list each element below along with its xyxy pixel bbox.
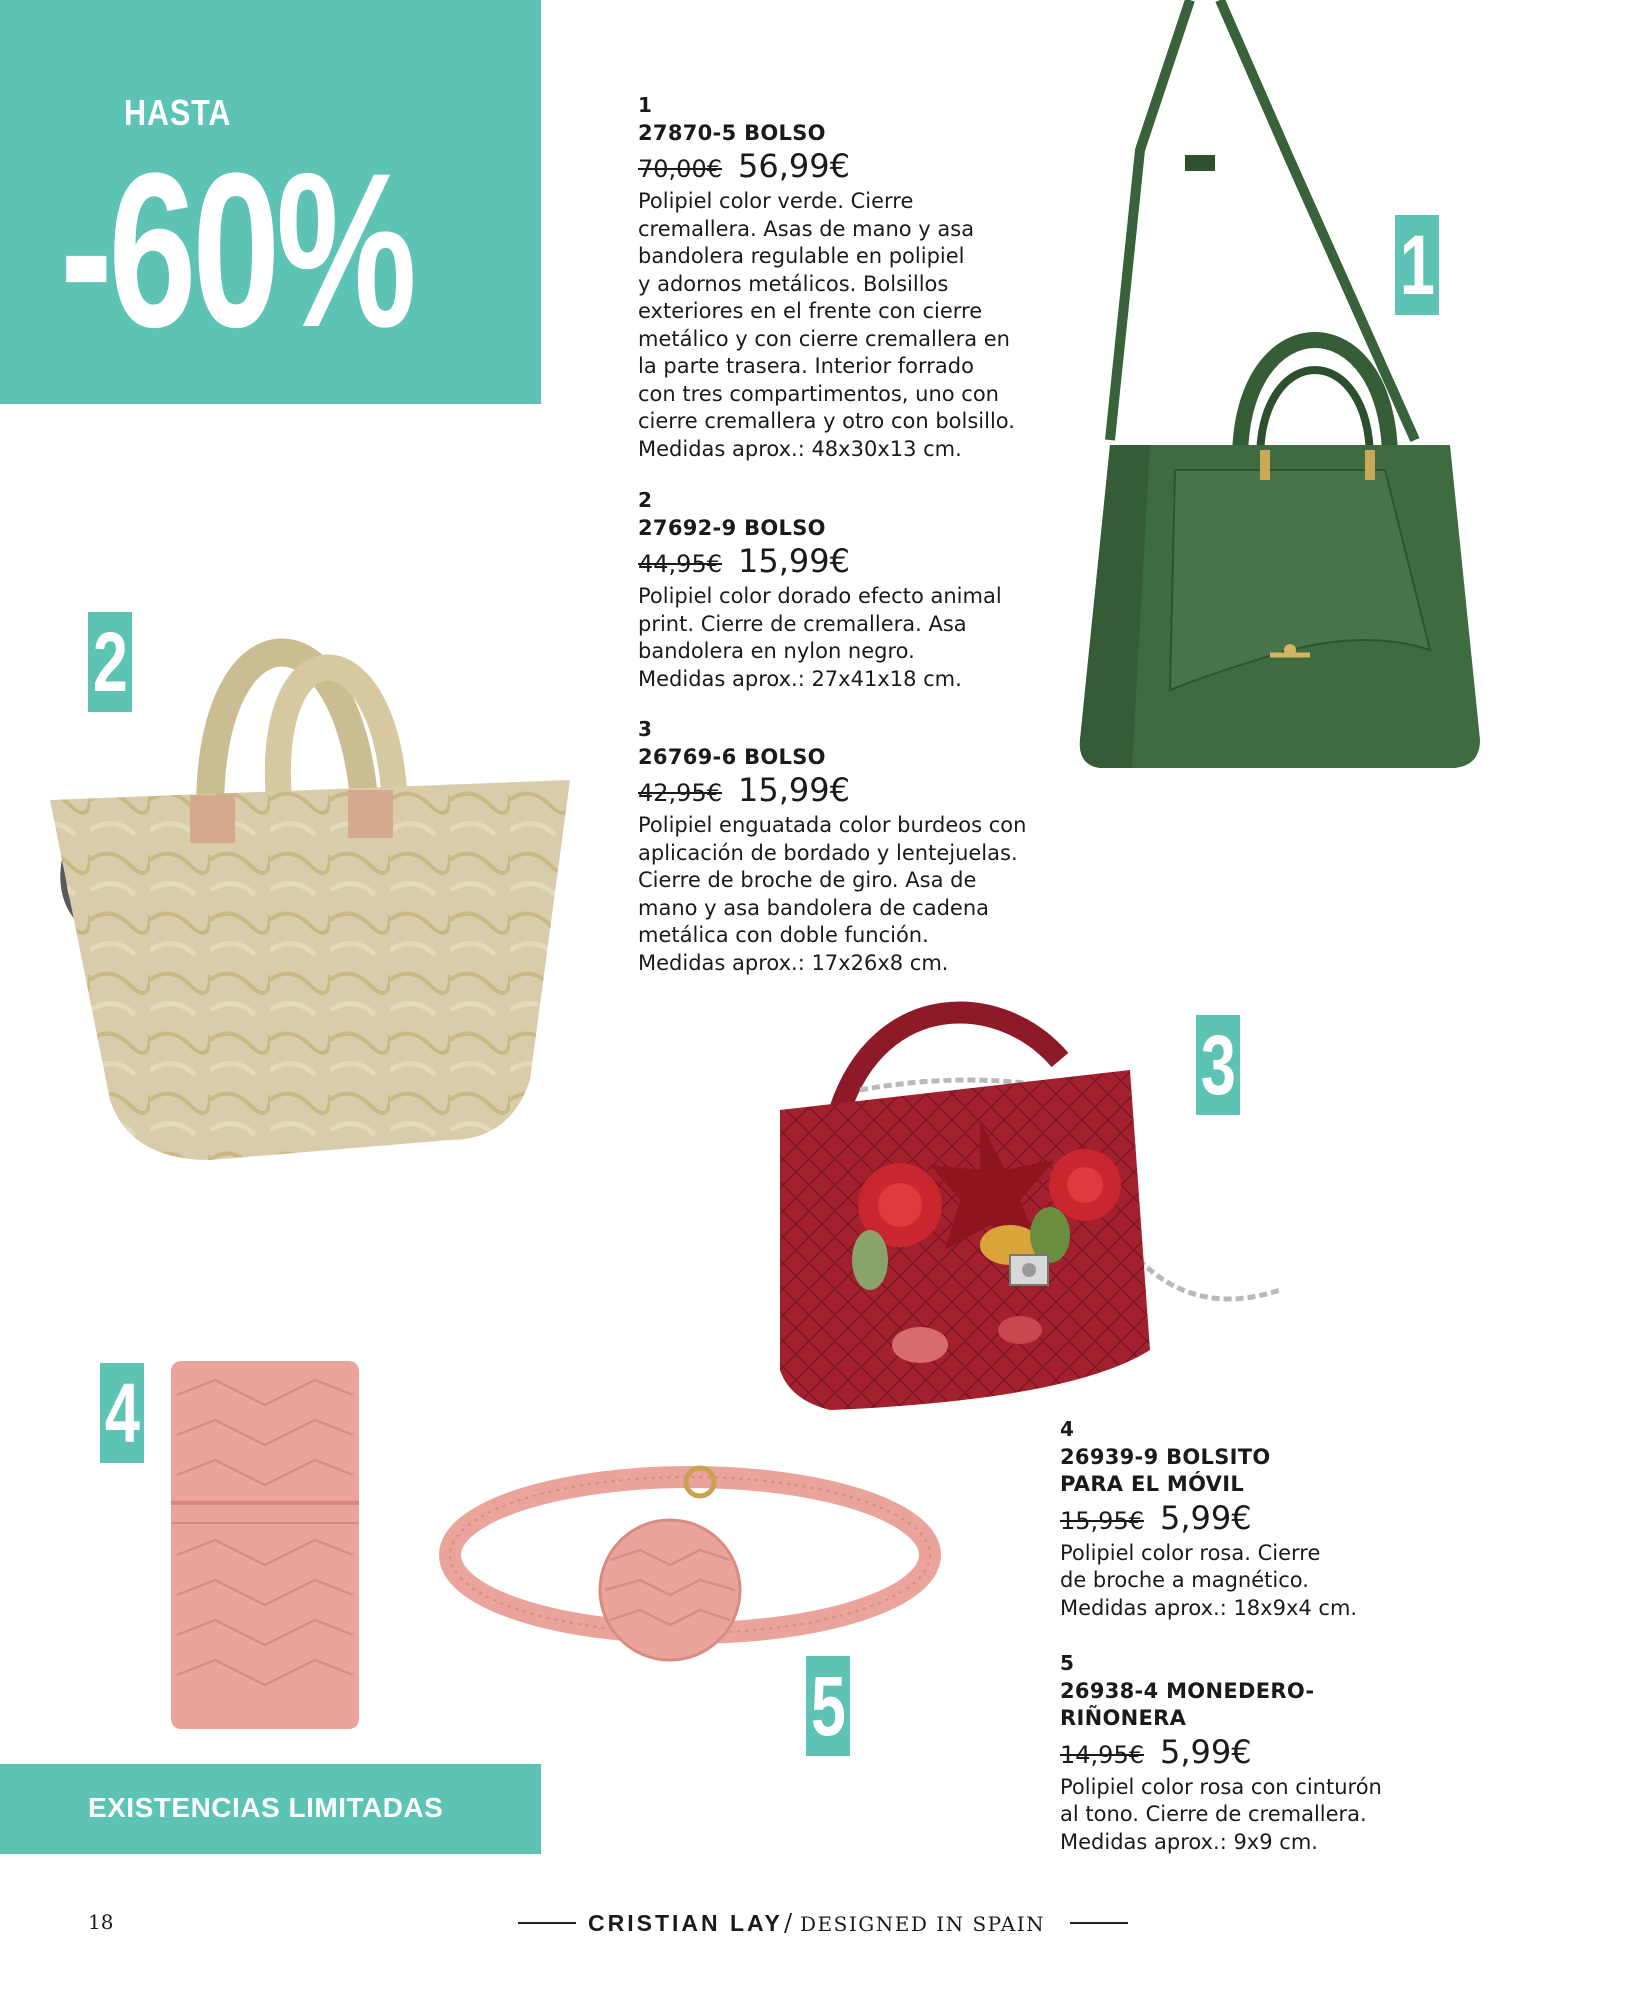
limited-stock-banner	[0, 1764, 541, 1854]
product-3-details	[638, 716, 1026, 977]
promo-hasta-label: HASTA	[124, 92, 232, 133]
product-5-number-tag: 5	[806, 1656, 850, 1756]
old-price: 70,00€	[638, 155, 722, 183]
product-price	[638, 542, 1002, 583]
pink-belt-bag-image	[430, 1440, 950, 1680]
product-number: 3	[638, 717, 652, 741]
footer-line-right	[1070, 1922, 1128, 1924]
burgundy-bag-image	[770, 990, 1310, 1430]
product-price	[1060, 1499, 1357, 1540]
product-price	[638, 147, 1015, 188]
product-title: 26769-6 BOLSO	[638, 744, 826, 769]
product-title: 27870-5 BOLSO	[638, 120, 826, 145]
footer-line-left	[518, 1922, 576, 1924]
footer-brand-name: CRISTIAN LAY	[588, 1910, 783, 1936]
product-price	[638, 771, 1026, 812]
product-description: Polipiel color rosa. Cierre de broche a magnético. Medidas aprox.: 18x9x4 cm.	[1060, 1540, 1358, 1620]
product-2-number-tag: 2	[88, 612, 132, 712]
old-price: 14,95€	[1060, 1740, 1144, 1769]
product-description: Polipiel color rosa con cinturón al tono. Cierre de cremallera. Medidas aprox.: 9x9 cm.	[1060, 1774, 1382, 1854]
green-handbag-image	[1070, 0, 1490, 790]
product-title-line-2: PARA EL MÓVIL	[1060, 1472, 1245, 1496]
product-5-details	[1060, 1650, 1382, 1856]
footer-separator: /	[784, 1909, 793, 1937]
product-4-details	[1060, 1416, 1357, 1622]
product-number: 2	[638, 488, 652, 512]
gold-tote-image	[30, 600, 630, 1160]
product-number: 5	[1060, 1651, 1074, 1675]
sale-price: 5,99€	[1159, 1732, 1252, 1771]
product-description: Polipiel enguatada color burdeos con aplicación de bordado y lentejuelas. Cierre de broche de giro. Asa de mano y asa bandolera de cadena metálica con doble función. Medidas aprox.: 17x26x8 cm.	[638, 813, 1027, 975]
old-price: 42,95€	[638, 779, 722, 807]
footer-brand-bar	[518, 1904, 1128, 1940]
product-title: 26939-9 BOLSITO	[1060, 1444, 1271, 1469]
sale-price: 15,99€	[737, 542, 850, 580]
product-1-details	[638, 92, 1015, 463]
sale-price: 15,99€	[737, 771, 850, 809]
product-number: 1	[638, 93, 652, 117]
product-title: 26938-4 MONEDERO-	[1060, 1678, 1315, 1703]
product-title-line-2: RIÑONERA	[1060, 1706, 1187, 1730]
product-3-number-tag: 3	[1196, 1015, 1240, 1115]
product-description: Polipiel color verde. Cierre cremallera. Asas de mano y asa bandolera regulable en polipiel y adornos metálicos. Bolsillos exteriores en el frente con cierre metálico y con cierre cremallera en la parte trasera. Interior forrado con tres compartimentos, uno con cierre cremallera y otro con bolsillo. Medidas aprox.: 48x30x13 cm.	[638, 189, 1015, 461]
old-price: 44,95€	[638, 550, 722, 578]
footer-tagline: DESIGNED IN SPAIN	[800, 1912, 1046, 1936]
product-2-details	[638, 487, 1002, 693]
old-price: 15,95€	[1060, 1506, 1144, 1535]
product-4-number-tag: 4	[100, 1363, 144, 1463]
product-title: 27692-9 BOLSO	[638, 515, 826, 540]
page-number: 18	[88, 1910, 114, 1934]
sale-price: 56,99€	[737, 147, 850, 185]
product-description: Polipiel color dorado efecto animal print. Cierre de cremallera. Asa bandolera en nylon negro. Medidas aprox.: 27x41x18 cm.	[638, 584, 1002, 691]
product-number: 4	[1060, 1417, 1074, 1441]
product-price	[1060, 1733, 1382, 1774]
pink-phone-pouch-image	[165, 1355, 365, 1735]
promo-banner	[0, 0, 541, 404]
sale-price: 5,99€	[1159, 1498, 1252, 1537]
limited-stock-label: EXISTENCIAS LIMITADAS	[88, 1792, 444, 1823]
product-1-number-tag: 1	[1395, 215, 1439, 315]
promo-discount: -60%	[60, 127, 413, 373]
